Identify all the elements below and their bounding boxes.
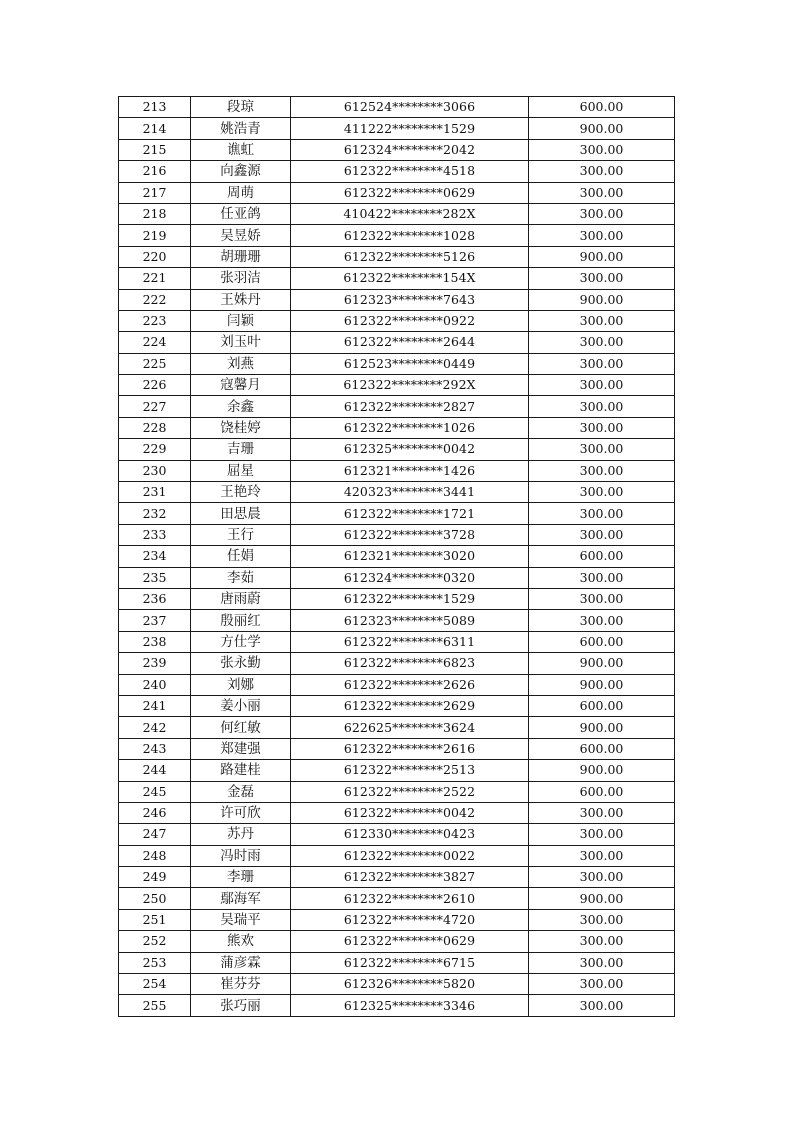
amount-cell: 300.00: [529, 225, 675, 246]
table-row: [119, 845, 675, 866]
id-number-cell: 612321********3020: [291, 546, 529, 567]
table-row: [119, 888, 675, 909]
name-cell: 姚浩青: [191, 118, 291, 139]
id-number-cell: 612322********2629: [291, 695, 529, 716]
amount-cell: 300.00: [529, 139, 675, 160]
row-number-cell: 237: [119, 610, 191, 631]
table-row: [119, 974, 675, 995]
row-number-cell: 223: [119, 310, 191, 331]
id-number-cell: 612322********154X: [291, 268, 529, 289]
amount-cell: 300.00: [529, 396, 675, 417]
row-number-cell: 231: [119, 482, 191, 503]
table-row: [119, 118, 675, 139]
id-number-cell: 612322********6311: [291, 631, 529, 652]
name-cell: 段琼: [191, 97, 291, 118]
id-number-cell: 612322********2827: [291, 396, 529, 417]
table-row: [119, 289, 675, 310]
name-cell: 鄢海军: [191, 888, 291, 909]
row-number-cell: 221: [119, 268, 191, 289]
table-row: [119, 375, 675, 396]
name-cell: 熊欢: [191, 931, 291, 952]
row-number-cell: 225: [119, 353, 191, 374]
amount-cell: 300.00: [529, 610, 675, 631]
amount-cell: 900.00: [529, 717, 675, 738]
amount-cell: 300.00: [529, 524, 675, 545]
row-number-cell: 253: [119, 952, 191, 973]
amount-cell: 600.00: [529, 695, 675, 716]
table-row: [119, 161, 675, 182]
table-row: [119, 909, 675, 930]
name-cell: 任娟: [191, 546, 291, 567]
row-number-cell: 241: [119, 695, 191, 716]
name-cell: 方仕学: [191, 631, 291, 652]
row-number-cell: 255: [119, 995, 191, 1016]
name-cell: 胡珊珊: [191, 246, 291, 267]
table-row: [119, 203, 675, 224]
row-number-cell: 238: [119, 631, 191, 652]
row-number-cell: 234: [119, 546, 191, 567]
row-number-cell: 251: [119, 909, 191, 930]
name-cell: 屈星: [191, 460, 291, 481]
row-number-cell: 236: [119, 588, 191, 609]
table-row: [119, 824, 675, 845]
table-row: [119, 503, 675, 524]
table-row: [119, 268, 675, 289]
row-number-cell: 230: [119, 460, 191, 481]
amount-cell: 900.00: [529, 118, 675, 139]
table-row: [119, 460, 675, 481]
name-cell: 张巧丽: [191, 995, 291, 1016]
name-cell: 饶桂婷: [191, 417, 291, 438]
amount-cell: 900.00: [529, 888, 675, 909]
id-number-cell: 612322********0629: [291, 182, 529, 203]
row-number-cell: 213: [119, 97, 191, 118]
roster-table-body: [119, 97, 675, 1017]
row-number-cell: 239: [119, 653, 191, 674]
table-row: [119, 674, 675, 695]
id-number-cell: 612321********1426: [291, 460, 529, 481]
id-number-cell: 612322********0629: [291, 931, 529, 952]
amount-cell: 600.00: [529, 781, 675, 802]
amount-cell: 900.00: [529, 246, 675, 267]
table-row: [119, 931, 675, 952]
row-number-cell: 246: [119, 802, 191, 823]
amount-cell: 900.00: [529, 760, 675, 781]
name-cell: 田思晨: [191, 503, 291, 524]
amount-cell: 600.00: [529, 738, 675, 759]
row-number-cell: 242: [119, 717, 191, 738]
row-number-cell: 226: [119, 375, 191, 396]
row-number-cell: 222: [119, 289, 191, 310]
amount-cell: 900.00: [529, 653, 675, 674]
id-number-cell: 612322********2616: [291, 738, 529, 759]
amount-cell: 300.00: [529, 995, 675, 1016]
table-row: [119, 610, 675, 631]
id-number-cell: 612322********4720: [291, 909, 529, 930]
name-cell: 余鑫: [191, 396, 291, 417]
id-number-cell: 612322********0042: [291, 802, 529, 823]
row-number-cell: 228: [119, 417, 191, 438]
name-cell: 任亚鸽: [191, 203, 291, 224]
row-number-cell: 218: [119, 203, 191, 224]
name-cell: 寇馨月: [191, 375, 291, 396]
id-number-cell: 410422********282X: [291, 203, 529, 224]
table-row: [119, 717, 675, 738]
table-row: [119, 695, 675, 716]
name-cell: 王行: [191, 524, 291, 545]
name-cell: 向鑫源: [191, 161, 291, 182]
row-number-cell: 215: [119, 139, 191, 160]
table-row: [119, 653, 675, 674]
id-number-cell: 612324********2042: [291, 139, 529, 160]
row-number-cell: 235: [119, 567, 191, 588]
amount-cell: 300.00: [529, 417, 675, 438]
table-row: [119, 995, 675, 1016]
id-number-cell: 612323********7643: [291, 289, 529, 310]
id-number-cell: 612322********3728: [291, 524, 529, 545]
id-number-cell: 612524********3066: [291, 97, 529, 118]
amount-cell: 300.00: [529, 203, 675, 224]
table-row: [119, 760, 675, 781]
id-number-cell: 612322********6823: [291, 653, 529, 674]
table-row: [119, 396, 675, 417]
id-number-cell: 612322********2522: [291, 781, 529, 802]
name-cell: 李茹: [191, 567, 291, 588]
id-number-cell: 420323********3441: [291, 482, 529, 503]
table-row: [119, 781, 675, 802]
name-cell: 吴瑞平: [191, 909, 291, 930]
amount-cell: 900.00: [529, 289, 675, 310]
row-number-cell: 245: [119, 781, 191, 802]
name-cell: 吉珊: [191, 439, 291, 460]
id-number-cell: 612322********6715: [291, 952, 529, 973]
row-number-cell: 247: [119, 824, 191, 845]
name-cell: 路建桂: [191, 760, 291, 781]
id-number-cell: 612330********0423: [291, 824, 529, 845]
amount-cell: 300.00: [529, 353, 675, 374]
amount-cell: 900.00: [529, 674, 675, 695]
id-number-cell: 411222********1529: [291, 118, 529, 139]
amount-cell: 300.00: [529, 567, 675, 588]
name-cell: 冯时雨: [191, 845, 291, 866]
table-row: [119, 417, 675, 438]
id-number-cell: 612322********2610: [291, 888, 529, 909]
row-number-cell: 224: [119, 332, 191, 353]
id-number-cell: 612322********1028: [291, 225, 529, 246]
row-number-cell: 220: [119, 246, 191, 267]
id-number-cell: 612523********0449: [291, 353, 529, 374]
row-number-cell: 250: [119, 888, 191, 909]
table-row: [119, 225, 675, 246]
id-number-cell: 612322********2644: [291, 332, 529, 353]
table-row: [119, 139, 675, 160]
row-number-cell: 219: [119, 225, 191, 246]
row-number-cell: 252: [119, 931, 191, 952]
table-row: [119, 952, 675, 973]
name-cell: 刘燕: [191, 353, 291, 374]
table-row: [119, 567, 675, 588]
amount-cell: 300.00: [529, 974, 675, 995]
id-number-cell: 612325********0042: [291, 439, 529, 460]
table-row: [119, 546, 675, 567]
name-cell: 王姝丹: [191, 289, 291, 310]
name-cell: 闫颖: [191, 310, 291, 331]
id-number-cell: 612322********2626: [291, 674, 529, 695]
amount-cell: 600.00: [529, 631, 675, 652]
name-cell: 殷丽红: [191, 610, 291, 631]
id-number-cell: 612322********3827: [291, 867, 529, 888]
amount-cell: 300.00: [529, 439, 675, 460]
amount-cell: 300.00: [529, 503, 675, 524]
amount-cell: 300.00: [529, 845, 675, 866]
id-number-cell: 622625********3624: [291, 717, 529, 738]
id-number-cell: 612324********0320: [291, 567, 529, 588]
name-cell: 唐雨蔚: [191, 588, 291, 609]
row-number-cell: 233: [119, 524, 191, 545]
amount-cell: 300.00: [529, 482, 675, 503]
name-cell: 姜小丽: [191, 695, 291, 716]
id-number-cell: 612322********0922: [291, 310, 529, 331]
roster-table: [118, 96, 675, 1017]
row-number-cell: 243: [119, 738, 191, 759]
name-cell: 张永勤: [191, 653, 291, 674]
name-cell: 谯虹: [191, 139, 291, 160]
name-cell: 刘玉叶: [191, 332, 291, 353]
table-row: [119, 246, 675, 267]
table-row: [119, 524, 675, 545]
table-row: [119, 332, 675, 353]
row-number-cell: 217: [119, 182, 191, 203]
table-row: [119, 738, 675, 759]
amount-cell: 600.00: [529, 97, 675, 118]
amount-cell: 300.00: [529, 332, 675, 353]
row-number-cell: 227: [119, 396, 191, 417]
amount-cell: 300.00: [529, 909, 675, 930]
name-cell: 吴昱娇: [191, 225, 291, 246]
name-cell: 周萌: [191, 182, 291, 203]
name-cell: 许可欣: [191, 802, 291, 823]
table-row: [119, 310, 675, 331]
id-number-cell: 612322********292X: [291, 375, 529, 396]
amount-cell: 300.00: [529, 824, 675, 845]
table-row: [119, 631, 675, 652]
amount-cell: 300.00: [529, 310, 675, 331]
table-row: [119, 439, 675, 460]
amount-cell: 300.00: [529, 460, 675, 481]
name-cell: 王艳玲: [191, 482, 291, 503]
table-row: [119, 97, 675, 118]
amount-cell: 300.00: [529, 802, 675, 823]
row-number-cell: 244: [119, 760, 191, 781]
id-number-cell: 612322********0022: [291, 845, 529, 866]
name-cell: 何红敏: [191, 717, 291, 738]
name-cell: 蒲彦霖: [191, 952, 291, 973]
id-number-cell: 612323********5089: [291, 610, 529, 631]
name-cell: 郑建强: [191, 738, 291, 759]
amount-cell: 300.00: [529, 867, 675, 888]
id-number-cell: 612322********5126: [291, 246, 529, 267]
amount-cell: 300.00: [529, 161, 675, 182]
id-number-cell: 612322********4518: [291, 161, 529, 182]
table-row: [119, 802, 675, 823]
row-number-cell: 249: [119, 867, 191, 888]
row-number-cell: 214: [119, 118, 191, 139]
amount-cell: 600.00: [529, 546, 675, 567]
id-number-cell: 612322********1529: [291, 588, 529, 609]
name-cell: 苏丹: [191, 824, 291, 845]
table-row: [119, 588, 675, 609]
table-row: [119, 482, 675, 503]
table-row: [119, 182, 675, 203]
id-number-cell: 612322********2513: [291, 760, 529, 781]
amount-cell: 300.00: [529, 931, 675, 952]
row-number-cell: 232: [119, 503, 191, 524]
id-number-cell: 612326********5820: [291, 974, 529, 995]
table-row: [119, 353, 675, 374]
row-number-cell: 254: [119, 974, 191, 995]
name-cell: 刘娜: [191, 674, 291, 695]
amount-cell: 300.00: [529, 952, 675, 973]
amount-cell: 300.00: [529, 588, 675, 609]
id-number-cell: 612322********1721: [291, 503, 529, 524]
amount-cell: 300.00: [529, 182, 675, 203]
name-cell: 张羽洁: [191, 268, 291, 289]
table-row: [119, 867, 675, 888]
row-number-cell: 248: [119, 845, 191, 866]
row-number-cell: 216: [119, 161, 191, 182]
name-cell: 崔芬芬: [191, 974, 291, 995]
id-number-cell: 612325********3346: [291, 995, 529, 1016]
amount-cell: 300.00: [529, 375, 675, 396]
amount-cell: 300.00: [529, 268, 675, 289]
row-number-cell: 229: [119, 439, 191, 460]
row-number-cell: 240: [119, 674, 191, 695]
name-cell: 李珊: [191, 867, 291, 888]
id-number-cell: 612322********1026: [291, 417, 529, 438]
name-cell: 金磊: [191, 781, 291, 802]
